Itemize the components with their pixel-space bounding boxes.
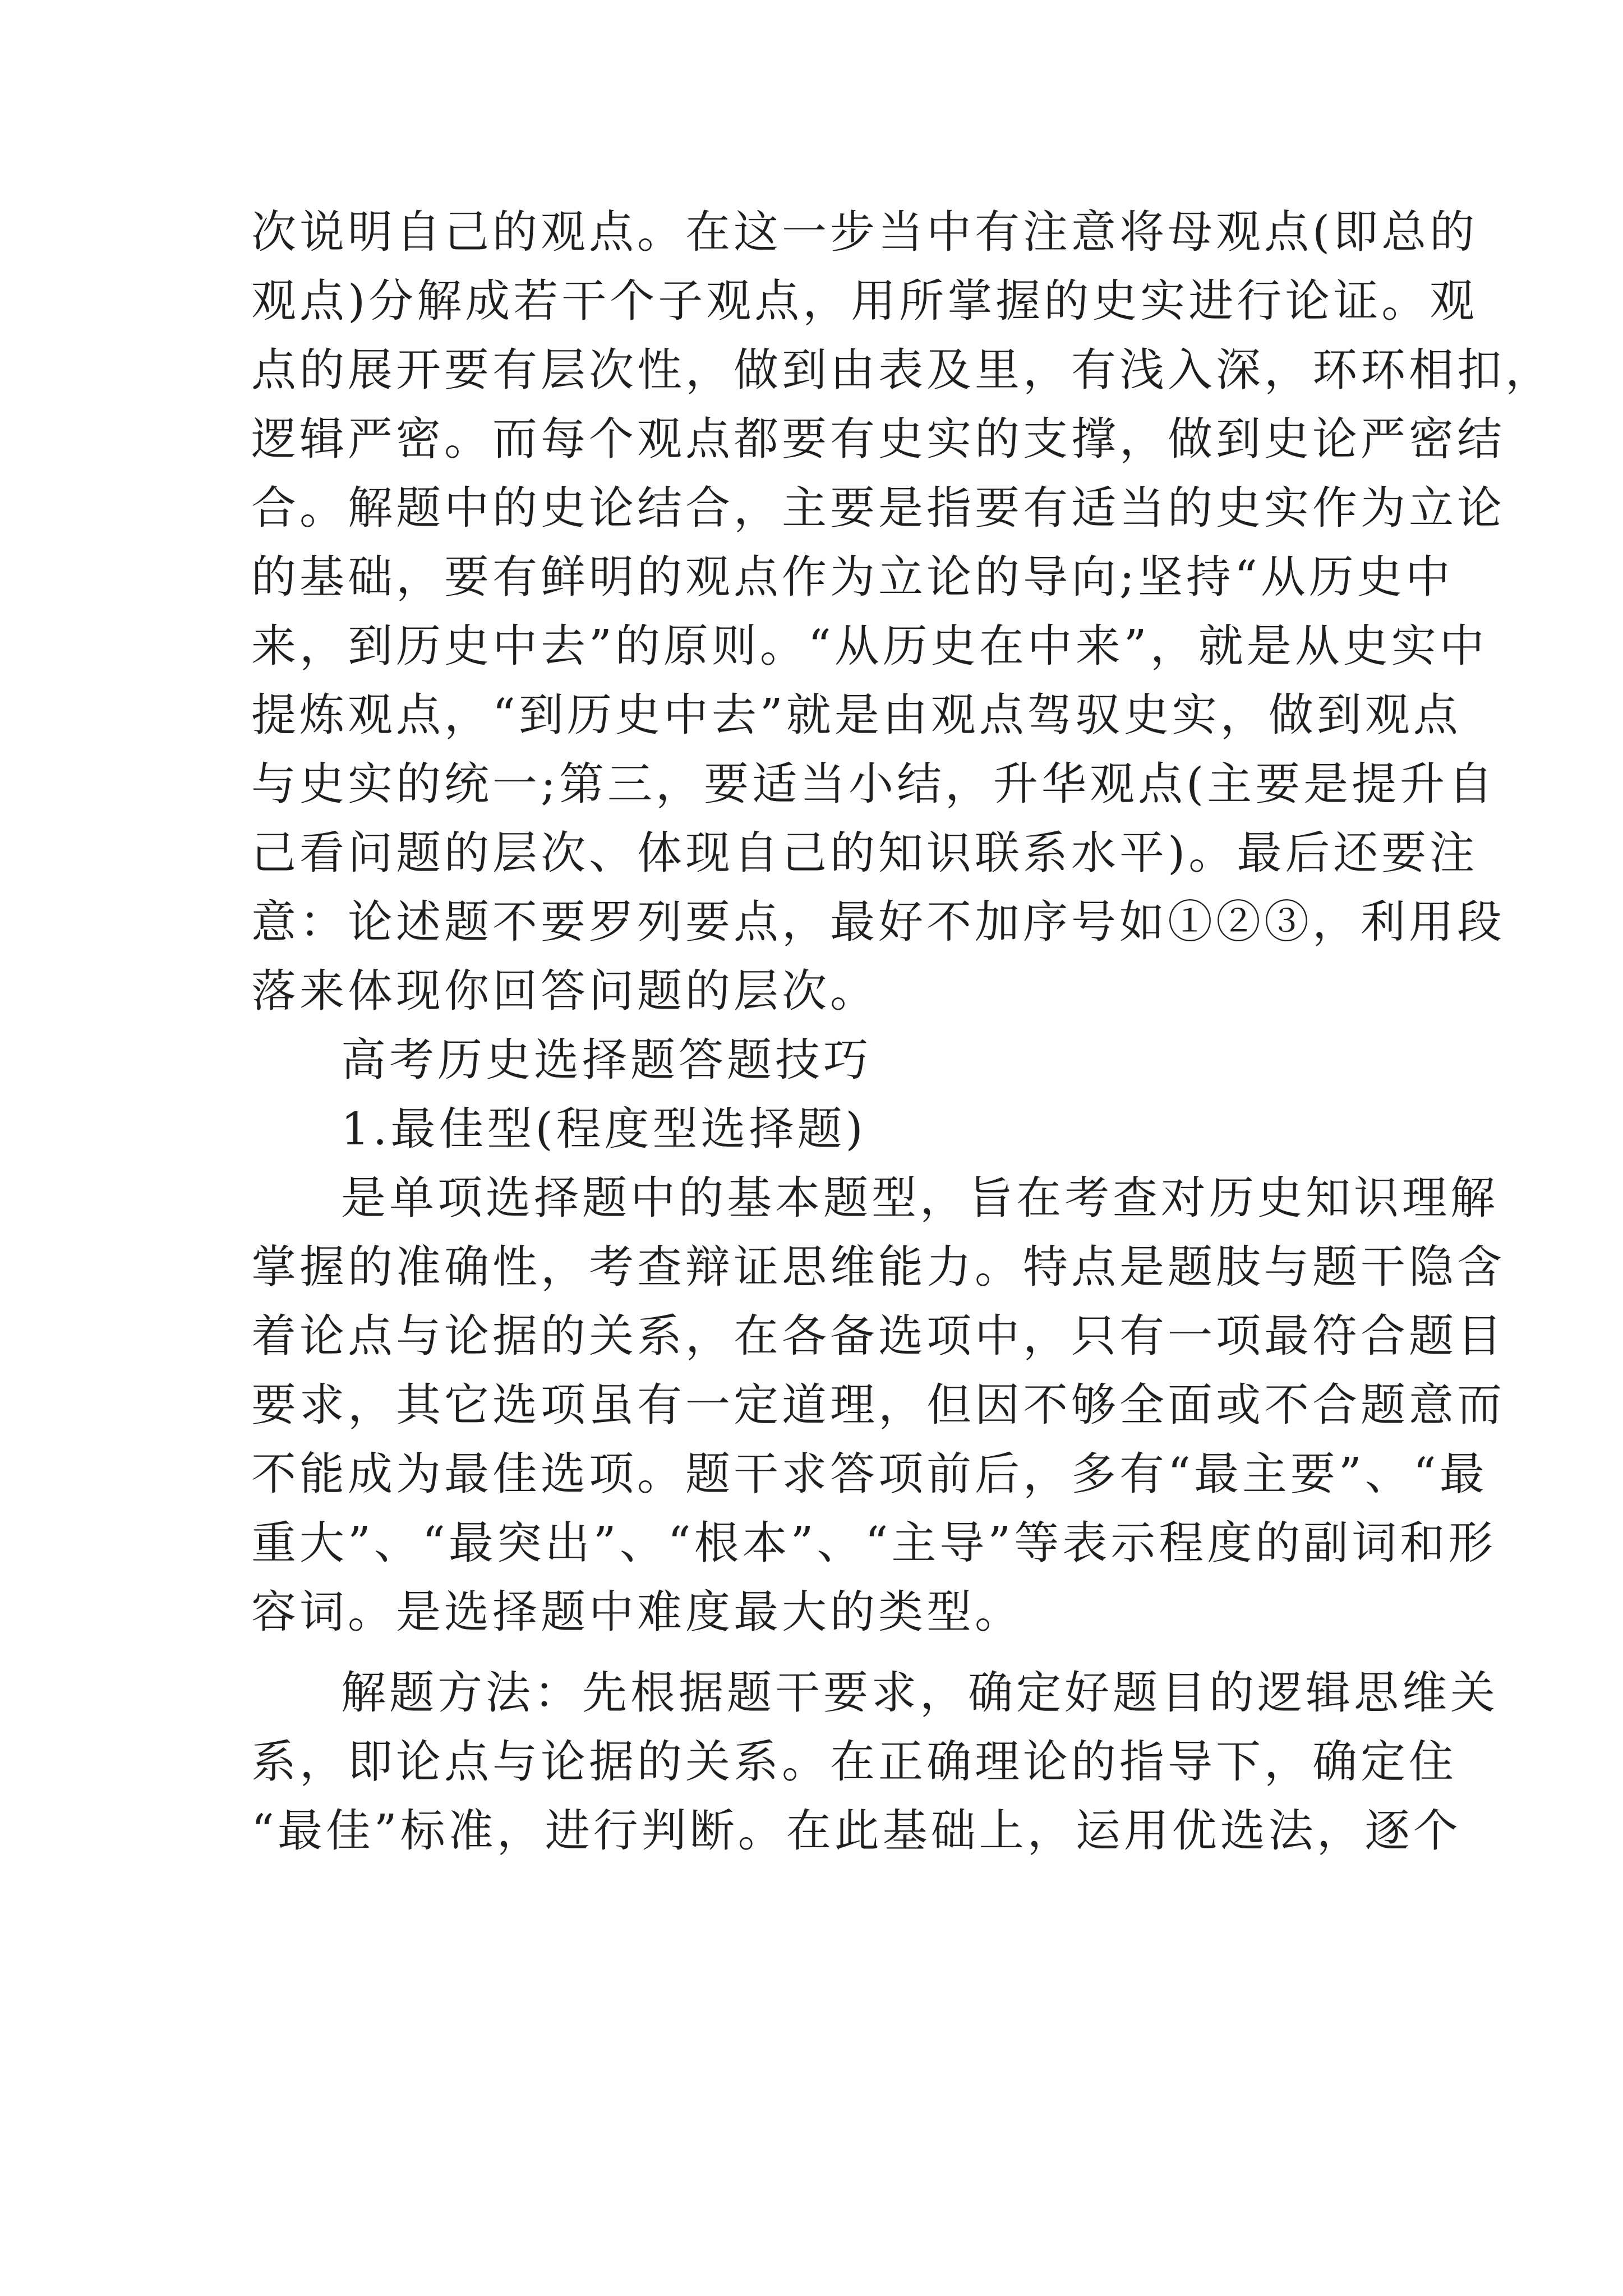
paragraph-gap — [251, 1646, 1384, 1658]
text-line: 观点)分解成若干个子观点，用所掌握的史实进行论证。观 — [251, 275, 1478, 327]
text-line: 逻辑严密。而每个观点都要有史实的支撑，做到史论严密结 — [251, 413, 1505, 465]
text-line: 要求，其它选项虽有一定道理，但因不够全面或不合题意而 — [251, 1379, 1505, 1431]
text-line: 的基础，要有鲜明的观点作为立论的导向;坚持“从历史中 — [251, 551, 1454, 603]
text-line: 着论点与论据的关系，在各备选项中，只有一项最符合题目 — [251, 1310, 1505, 1362]
text-line: 合。解题中的史论结合，主要是指要有适当的史实作为立论 — [251, 482, 1505, 534]
text-line: 是单项选择题中的基本题型，旨在考查对历史知识理解 — [341, 1172, 1498, 1224]
text-line: 落来体现你回答问题的层次。 — [251, 965, 878, 1017]
text-line: 解题方法：先根据题干要求，确定好题目的逻辑思维关 — [341, 1667, 1498, 1719]
text-line: 意：论述题不要罗列要点，最好不加序号如①②③，利用段 — [251, 896, 1505, 948]
document-body — [251, 197, 1553, 1865]
text-line: 己看问题的层次、体现自己的知识联系水平)。最后还要注 — [251, 827, 1478, 879]
text-line: 重大”、“最突出”、“根本”、“主导”等表示程度的副词和形 — [251, 1517, 1497, 1569]
text-line: 不能成为最佳选项。题干求答项前后，多有“最主要”、“最 — [251, 1448, 1488, 1500]
text-line: 掌握的准确性，考查辩证思维能力。特点是题肢与题干隐含 — [251, 1241, 1505, 1293]
text-line: “最佳”标准，进行判断。在此基础上，运用优选法，逐个 — [251, 1805, 1461, 1857]
subsection-heading: 1.最佳型(程度型选择题) — [341, 1103, 866, 1155]
text-line: 次说明自己的观点。在这一步当中有注意将母观点(即总的 — [251, 206, 1478, 258]
text-line: 容词。是选择题中难度最大的类型。 — [251, 1586, 1023, 1638]
text-line: 点的展开要有层次性，做到由表及里，有浅入深，环环相扣， — [251, 344, 1553, 396]
text-line: 与史实的统一;第三，要适当小结，升华观点(主要是提升自 — [251, 758, 1497, 810]
section-heading: 高考历史选择题答题技巧 — [341, 1034, 872, 1086]
text-line: 提炼观点，“到历史中去”就是由观点驾驭史实，做到观点 — [251, 689, 1461, 741]
text-line: 系，即论点与论据的关系。在正确理论的指导下，确定住 — [251, 1736, 1457, 1788]
text-line: 来，到历史中去”的原则。“从历史在中来”，就是从史实中 — [251, 620, 1488, 672]
